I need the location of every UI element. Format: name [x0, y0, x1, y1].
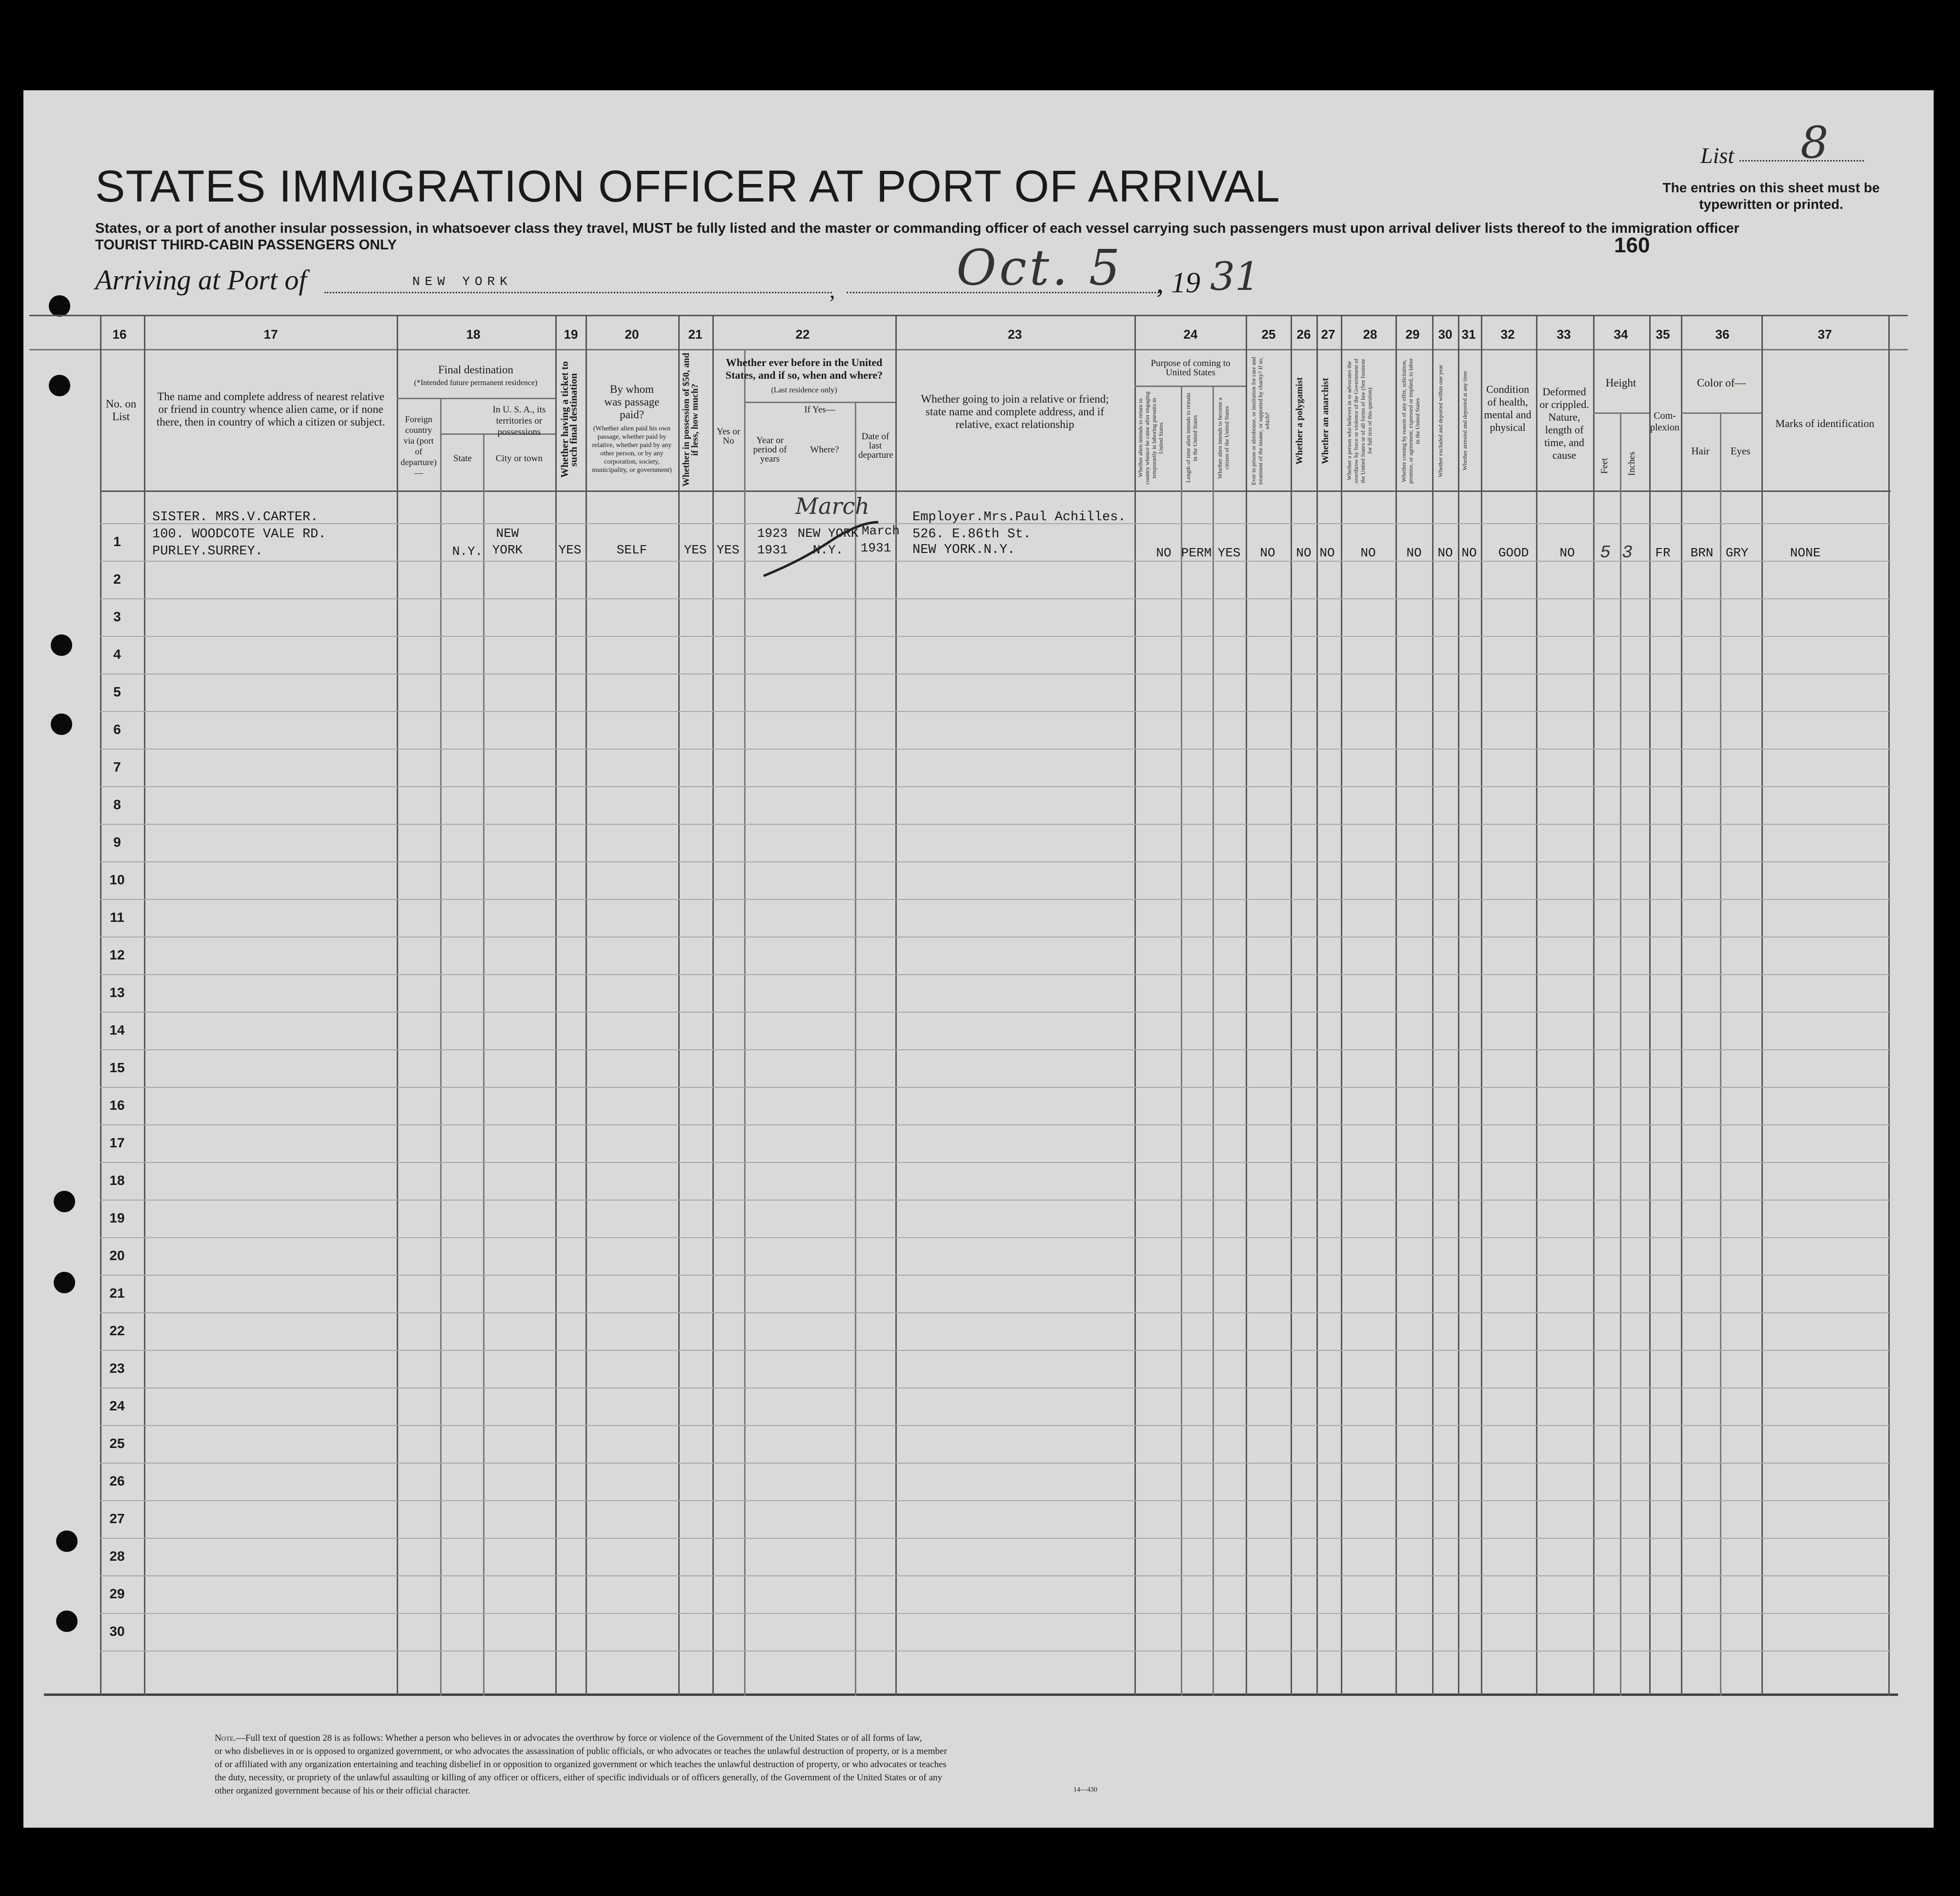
relative-address-line: SISTER. MRS.V.CARTER.: [152, 510, 319, 525]
header-polygamist: Whether a polygamist: [1294, 377, 1305, 465]
header-height: Height: [1605, 377, 1637, 389]
header-year-period: Year or period of years: [753, 435, 787, 464]
row-rule: [100, 937, 1891, 938]
joining-line: NEW YORK.N.Y.: [912, 543, 1015, 557]
eyes-value: GRY: [1725, 546, 1749, 560]
year-value: 1931: [757, 543, 788, 557]
row-rule: [100, 711, 1891, 712]
header-last-residence: (Last residence only): [771, 386, 837, 394]
row-rule: [100, 1237, 1891, 1238]
header-foreign-country: Foreign country via (port of departure)—: [401, 414, 437, 478]
q29-value: NO: [1406, 546, 1422, 560]
header-no-on-list: No. on List: [105, 398, 137, 423]
header-purpose: Purpose of coming to United States: [1151, 358, 1231, 378]
header-ticket: Whether having a ticket to such final destination: [559, 361, 579, 478]
manifest-sheet: [23, 90, 1934, 1828]
row-rule: [100, 1387, 1891, 1388]
header-before-in-us: Whether ever before in the United States, and if so, when and where?: [725, 356, 883, 381]
header-color-of: Color of—: [1697, 377, 1746, 389]
header-inches: Inches: [1627, 451, 1637, 476]
row-rule: [100, 1012, 1891, 1013]
header-q29: Whether coming by reason of any offer, solicitation, promise, or agreement, expressed or implied, to labor in the United States: [1400, 358, 1421, 484]
header-marks: Marks of identification: [1775, 417, 1875, 429]
row-rule: [100, 1049, 1891, 1050]
row-rule: [100, 1613, 1891, 1614]
row-rule: [100, 1350, 1891, 1351]
hair-value: BRN: [1690, 546, 1714, 560]
binder-hole: [51, 714, 72, 735]
city-value: YORK: [492, 543, 523, 557]
header-anarchist: Whether an anarchist: [1320, 378, 1331, 464]
header-purpose-b: Length of time alien intends to remain in the United States: [1185, 393, 1198, 483]
row-rule: [100, 824, 1891, 825]
arriving-label: Arriving at Port of: [95, 264, 307, 296]
relative-address-line: 100. WOODCOTE VALE RD.: [152, 527, 326, 542]
arrival-date: Oct. 5: [956, 239, 1123, 296]
header-in-usa: In U. S. A., its territories or possessions: [492, 405, 546, 437]
polygamist-value: NO: [1296, 546, 1312, 560]
typewritten-instruction: The entries on this sheet must be typewritten or printed.: [1662, 180, 1880, 212]
list-number: 8: [1800, 117, 1829, 168]
header-date-departure: Date of last departure: [858, 431, 893, 460]
purpose-length-value: PERM: [1181, 546, 1212, 560]
header-condition: Condition of health, mental and physical: [1484, 383, 1532, 433]
row-rule: [100, 1200, 1891, 1201]
header-final-destination: Final destination: [438, 364, 513, 376]
header-q28: Whether a person who believes in or advocates the overthrow by force or violence of the Government of the United States or of all forms of law (See footnote for full text of this question): [1346, 358, 1373, 484]
ticket-value: YES: [558, 543, 582, 557]
header-by-whom-note: (Whether alien paid his own passage, whether paid by relative, whether paid by any other person, or by any corporation, society, municipality, or government): [592, 425, 672, 474]
row-rule: [100, 1312, 1891, 1313]
header-hair: Hair: [1691, 445, 1710, 457]
row-rule: [100, 749, 1891, 750]
joining-line: 526. E.86th St.: [912, 527, 1031, 542]
header-complexion: Com-plexion: [1650, 410, 1679, 433]
header-prison: Ever in prison or almshouse, or institution for care and treatment of the insane, or supported by charity? If so, which?: [1250, 357, 1271, 485]
header-city: City or town: [495, 453, 543, 464]
city-value: NEW: [496, 526, 519, 541]
header-purpose-c: Whether alien intends to become a citizen of the United States: [1216, 397, 1230, 479]
subtitle: States, or a port of another insular possession, in whatsoever class they travel, MUST be fully listed and the master or commanding officer of each vessel carrying such passengers must upon arrival deliver lists thereof to the immigration officer: [95, 221, 1739, 236]
possession-value: YES: [684, 543, 707, 557]
binder-hole: [56, 1530, 78, 1552]
binder-hole: [54, 1272, 75, 1293]
year-value: 1923: [757, 526, 788, 541]
relative-address-line: PURLEY.SURREY.: [152, 544, 263, 559]
feet-value: 5: [1600, 543, 1611, 563]
q31-value: NO: [1461, 546, 1477, 560]
list-label: List: [1700, 143, 1735, 168]
header-q31: Whether arrested and deported at any time: [1461, 371, 1468, 471]
deformed-value: NO: [1559, 546, 1575, 560]
binder-hole: [54, 1191, 75, 1212]
binder-hole: [49, 295, 70, 317]
where-handwritten: March: [795, 493, 869, 519]
by-whom-value: SELF: [616, 543, 647, 557]
header-yes-no: Yes or No: [716, 427, 741, 446]
header-q30: Whether excluded and deported within one year: [1437, 365, 1444, 477]
row-rule: [100, 974, 1891, 975]
marks-value: NONE: [1790, 546, 1821, 560]
row-rule: [100, 1087, 1891, 1088]
header-if-yes: If Yes—: [804, 405, 835, 415]
complexion-value: FR: [1655, 546, 1671, 560]
header-possession-50: Whether in possession of $50, and if less, how much?: [681, 352, 700, 487]
state-value: N.Y.: [452, 544, 483, 559]
row-rule: [100, 1124, 1891, 1125]
sheet-number: 160: [1614, 233, 1650, 257]
class-line: TOURIST THIRD-CABIN PASSENGERS ONLY: [95, 237, 397, 253]
form-number: 14—430: [1073, 1786, 1097, 1794]
purpose-citizen-value: YES: [1217, 546, 1241, 560]
header-feet: Feet: [1599, 458, 1610, 474]
row-rule: [100, 1575, 1891, 1576]
footnote: Note.—Full text of question 28 is as follows: Whether a person who believes in or advocates the overthrow by force or violence of the Government of the United States or of all forms of law, or who disbelieves in or is opposed to organized government, or who advocates the assassination of public officials, or who advocates or teaches the unlawful destruction of property, or is a member of or affiliated with any organization entertaining and teaching disbelief in or opposition to organized government or which teaches the unlawful destruction of property, or who advocates or teaches the duty, necessity, or propriety of the unlawful assaulting or killing of any officer or officers, either of specific individuals or of officers generally, of the Government of the United States or of any other organized government because of his or their official character.: [215, 1733, 947, 1796]
header-relative-address: The name and complete address of nearest relative or friend in country whence alien came, or if none there, then in country of which a citizen or subject.: [156, 390, 385, 428]
page-title: STATES IMMIGRATION OFFICER AT PORT OF ARRIVAL: [95, 162, 1280, 211]
year-suffix: 31: [1210, 254, 1260, 299]
purpose-return-value: NO: [1156, 546, 1172, 560]
header-joining: Whether going to join a relative or friend; state name and complete address, and if relative, exact relationship: [921, 393, 1109, 430]
header-where: Where?: [810, 445, 839, 455]
header-eyes: Eyes: [1730, 445, 1751, 457]
header-state: State: [453, 453, 472, 464]
condition-value: GOOD: [1498, 546, 1529, 560]
row-rule: [100, 1425, 1891, 1426]
binder-hole: [56, 1611, 78, 1632]
inches-value: 3: [1622, 543, 1633, 563]
port-value: NEW YORK: [412, 274, 512, 289]
date-departure-value: March: [861, 524, 900, 538]
q28-value: NO: [1360, 546, 1376, 560]
header-final-destination-note: (*Intended future permanent residence): [414, 379, 538, 387]
prison-value: NO: [1260, 546, 1275, 560]
joining-line: Employer.Mrs.Paul Achilles.: [912, 510, 1126, 525]
year-prefix: , 19: [1156, 266, 1200, 299]
header-by-whom: By whom was passage paid?: [604, 383, 660, 421]
row-rule: [100, 861, 1891, 862]
where-value: N.Y.: [812, 543, 844, 557]
row-rule: [100, 1500, 1891, 1501]
row-rule: [100, 1463, 1891, 1464]
header-purpose-a: Whether alien intends to return to country whence he came after engaging temporarily in laboring pursuits in United States: [1137, 391, 1164, 485]
row-rule: [100, 1162, 1891, 1163]
where-value: NEW YORK: [797, 526, 859, 541]
row-rule: [100, 1275, 1891, 1276]
binder-hole: [49, 375, 70, 396]
row-rule: [100, 636, 1891, 637]
anarchist-value: NO: [1319, 546, 1335, 560]
row-rule: [100, 786, 1891, 787]
row-rule: [100, 598, 1891, 599]
row-rule: [100, 1538, 1891, 1539]
row-rule: [100, 673, 1891, 674]
before-yes-no-value: YES: [716, 543, 740, 557]
q30-value: NO: [1437, 546, 1453, 560]
date-departure-value: 1931: [860, 541, 891, 555]
row-rule: [100, 899, 1891, 900]
header-deformed: Deformed or crippled. Nature, length of time, and cause: [1539, 386, 1589, 461]
binder-hole: [51, 634, 72, 656]
